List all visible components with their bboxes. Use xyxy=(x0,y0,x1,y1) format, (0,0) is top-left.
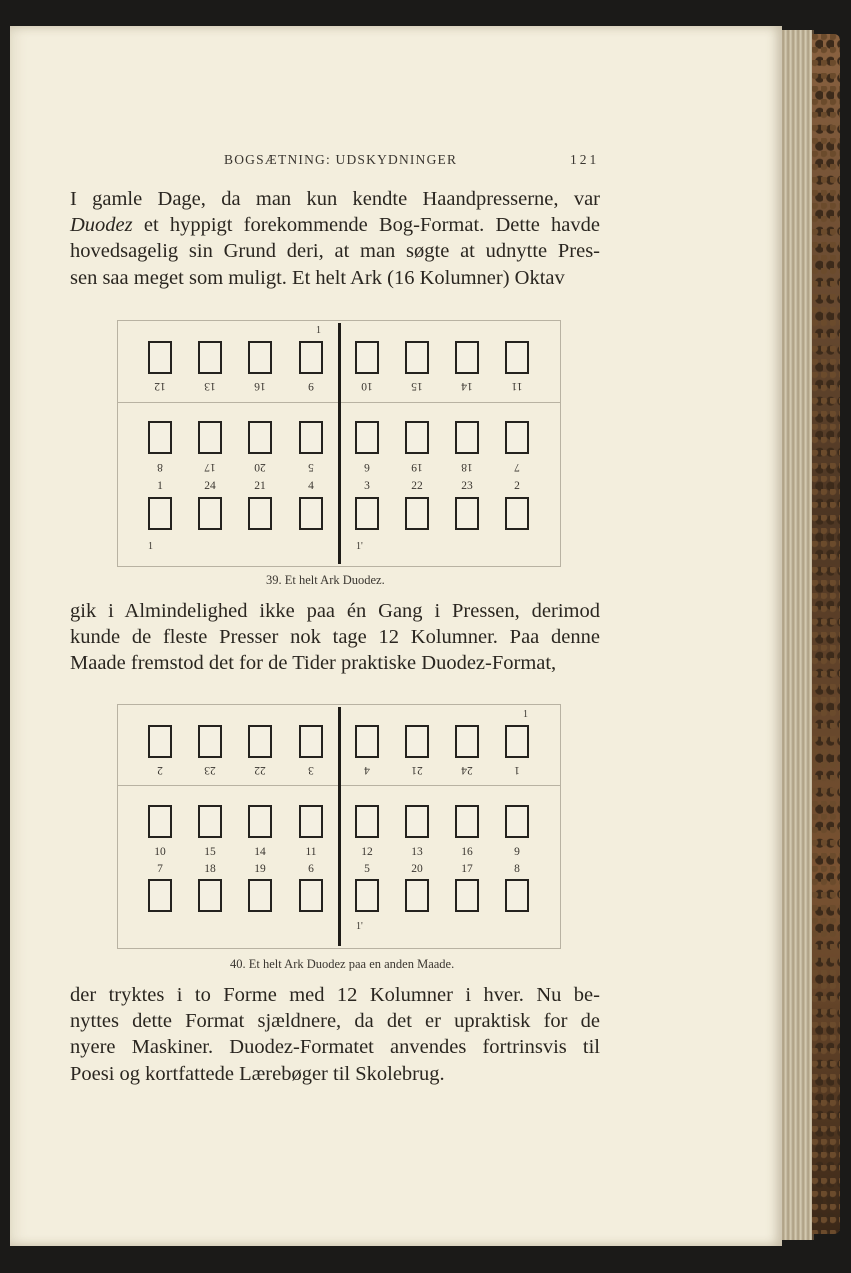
page-number-label: 3 xyxy=(364,480,370,492)
page-box xyxy=(455,497,479,530)
page-box xyxy=(505,725,529,758)
page-box xyxy=(248,341,272,374)
page-box xyxy=(299,421,323,454)
page-box xyxy=(299,805,323,838)
text-line xyxy=(70,212,600,238)
page-box xyxy=(355,725,379,758)
signature-mark: 1' xyxy=(356,921,363,932)
page-number-label: 4 xyxy=(364,764,370,776)
sheet-fold-line xyxy=(338,323,341,564)
page-box xyxy=(148,879,172,912)
page-box xyxy=(355,497,379,530)
page-number-label: 8 xyxy=(514,863,520,875)
page-box xyxy=(505,341,529,374)
page-number-label: 24 xyxy=(461,764,473,776)
italic-term: Duodez xyxy=(70,214,133,237)
page-number-label: 12 xyxy=(361,846,373,858)
page-number-label: 7 xyxy=(157,863,163,875)
signature-mark: 1 xyxy=(148,541,153,552)
page-box xyxy=(455,725,479,758)
page-number-label: 21 xyxy=(254,480,266,492)
page-box xyxy=(355,805,379,838)
page-number-label: 17 xyxy=(204,461,216,473)
figure-39-imposition-diagram xyxy=(117,320,561,567)
running-head: BOGSÆTNING: UDSKYDNINGER xyxy=(224,152,458,167)
text-line: Poesi og kortfattede Lærebøger til Skolebrug. xyxy=(70,1062,445,1085)
text-line: I gamle Dage, da man kun kendte Haandpresserne, var xyxy=(70,188,600,210)
page-box xyxy=(405,421,429,454)
page-number-label: 17 xyxy=(461,863,473,875)
text-line: nyere Maskiner. Duodez-Formatet anvendes fortrinsvis til xyxy=(70,1036,600,1059)
page-number-label: 21 xyxy=(411,764,423,776)
page-number-label: 14 xyxy=(461,380,473,392)
page-box xyxy=(355,879,379,912)
page-box xyxy=(405,879,429,912)
page-box xyxy=(148,725,172,758)
page-box xyxy=(405,497,429,530)
page-box xyxy=(299,497,323,530)
figure-40-caption: 40. Et helt Ark Duodez paa en anden Maade. xyxy=(230,957,455,971)
page-number-label: 10 xyxy=(361,380,373,392)
page-number-label: 19 xyxy=(411,461,423,473)
page-box xyxy=(248,497,272,530)
signature-mark: 1' xyxy=(356,541,363,552)
paragraph-3 xyxy=(70,982,600,1087)
text-line: nyttes dette Format sjældnere, da det er upraktisk for de xyxy=(70,1010,600,1033)
page-box xyxy=(148,421,172,454)
book-cover-edge xyxy=(812,34,840,1234)
register-mark: 1 xyxy=(316,325,321,336)
page-number: 121 xyxy=(570,152,600,167)
page-number-label: 10 xyxy=(154,846,166,858)
page-number-label: 24 xyxy=(204,480,216,492)
page-number-label: 8 xyxy=(157,461,163,473)
page-box xyxy=(505,421,529,454)
page-number-label: 18 xyxy=(461,461,473,473)
text-fragment: et hyppigt forekommende Bog-Format. Dette havde xyxy=(143,214,601,237)
paragraph-2 xyxy=(70,598,600,677)
text-line: hovedsagelig sin Grund deri, at man søgte at udnytte Pres- xyxy=(70,240,600,263)
figure-39-caption: 39. Et helt Ark Duodez. xyxy=(266,573,385,587)
page-number-label: 18 xyxy=(204,863,216,875)
page-number-label: 6 xyxy=(308,863,314,875)
page-number-label: 3 xyxy=(308,764,314,776)
page-box xyxy=(299,341,323,374)
page-number-label: 2 xyxy=(157,764,163,776)
page-box xyxy=(455,421,479,454)
page-box xyxy=(198,497,222,530)
page-number-label: 9 xyxy=(514,846,520,858)
page-box xyxy=(198,879,222,912)
page-box xyxy=(148,805,172,838)
page-number-label: 13 xyxy=(411,846,423,858)
page-number-label: 20 xyxy=(411,863,423,875)
page-number-label: 14 xyxy=(254,846,266,858)
page-box xyxy=(248,421,272,454)
page-box xyxy=(355,341,379,374)
text-line: gik i Almindelighed ikke paa én Gang i Pressen, derimod xyxy=(70,600,600,622)
page-number-label: 16 xyxy=(254,380,266,392)
page-box xyxy=(148,497,172,530)
page-number-label: 12 xyxy=(154,380,166,392)
text-line: der tryktes i to Forme med 12 Kolumner i hver. Nu be- xyxy=(70,984,600,1006)
page-box xyxy=(505,879,529,912)
sheet-fold-line xyxy=(338,707,341,946)
page-number-label: 11 xyxy=(305,846,317,858)
text-line: kunde de fleste Presser nok tage 12 Kolumner. Paa denne xyxy=(70,626,600,649)
page-box xyxy=(198,725,222,758)
page-number-label: 16 xyxy=(461,846,473,858)
page-number-label: 7 xyxy=(514,461,520,473)
register-mark: 1 xyxy=(523,709,528,720)
page-box xyxy=(248,879,272,912)
page-number-label: 23 xyxy=(461,480,473,492)
page-number-label: 11 xyxy=(511,380,523,392)
page-box xyxy=(299,879,323,912)
page-number-label: 19 xyxy=(254,863,266,875)
page-box xyxy=(455,879,479,912)
page-number-label: 6 xyxy=(364,461,370,473)
figure-40-imposition-diagram xyxy=(117,704,561,949)
page-box xyxy=(198,341,222,374)
page-number-label: 2 xyxy=(514,480,520,492)
page-edges xyxy=(780,30,814,1240)
page-number-label: 23 xyxy=(204,764,216,776)
page-number-label: 5 xyxy=(364,863,370,875)
page-number-label: 9 xyxy=(308,380,314,392)
page-box xyxy=(455,805,479,838)
page-number-label: 20 xyxy=(254,461,266,473)
page-number-label: 22 xyxy=(254,764,266,776)
page-number-label: 22 xyxy=(411,480,423,492)
page-box xyxy=(248,725,272,758)
page-number-label: 4 xyxy=(308,480,314,492)
page-number-label: 13 xyxy=(204,380,216,392)
page-number-label: 1 xyxy=(157,480,163,492)
page-box xyxy=(198,421,222,454)
text-line: sen saa meget som muligt. Et helt Ark (16 Kolumner) Oktav xyxy=(70,266,565,289)
page-box xyxy=(405,805,429,838)
text-line: Maade fremstod det for de Tider praktiske Duodez-Format, xyxy=(70,652,557,675)
page-number-label: 5 xyxy=(308,461,314,473)
page-box xyxy=(455,341,479,374)
page-box xyxy=(355,421,379,454)
page-number-label: 15 xyxy=(411,380,423,392)
paragraph-1 xyxy=(70,186,600,291)
page-number-label: 1 xyxy=(514,764,520,776)
page-box xyxy=(299,725,323,758)
page-box xyxy=(505,497,529,530)
page-box xyxy=(248,805,272,838)
page-box xyxy=(505,805,529,838)
page-box xyxy=(148,341,172,374)
page-box xyxy=(405,341,429,374)
page-box xyxy=(198,805,222,838)
page-box xyxy=(405,725,429,758)
page-number-label: 15 xyxy=(204,846,216,858)
